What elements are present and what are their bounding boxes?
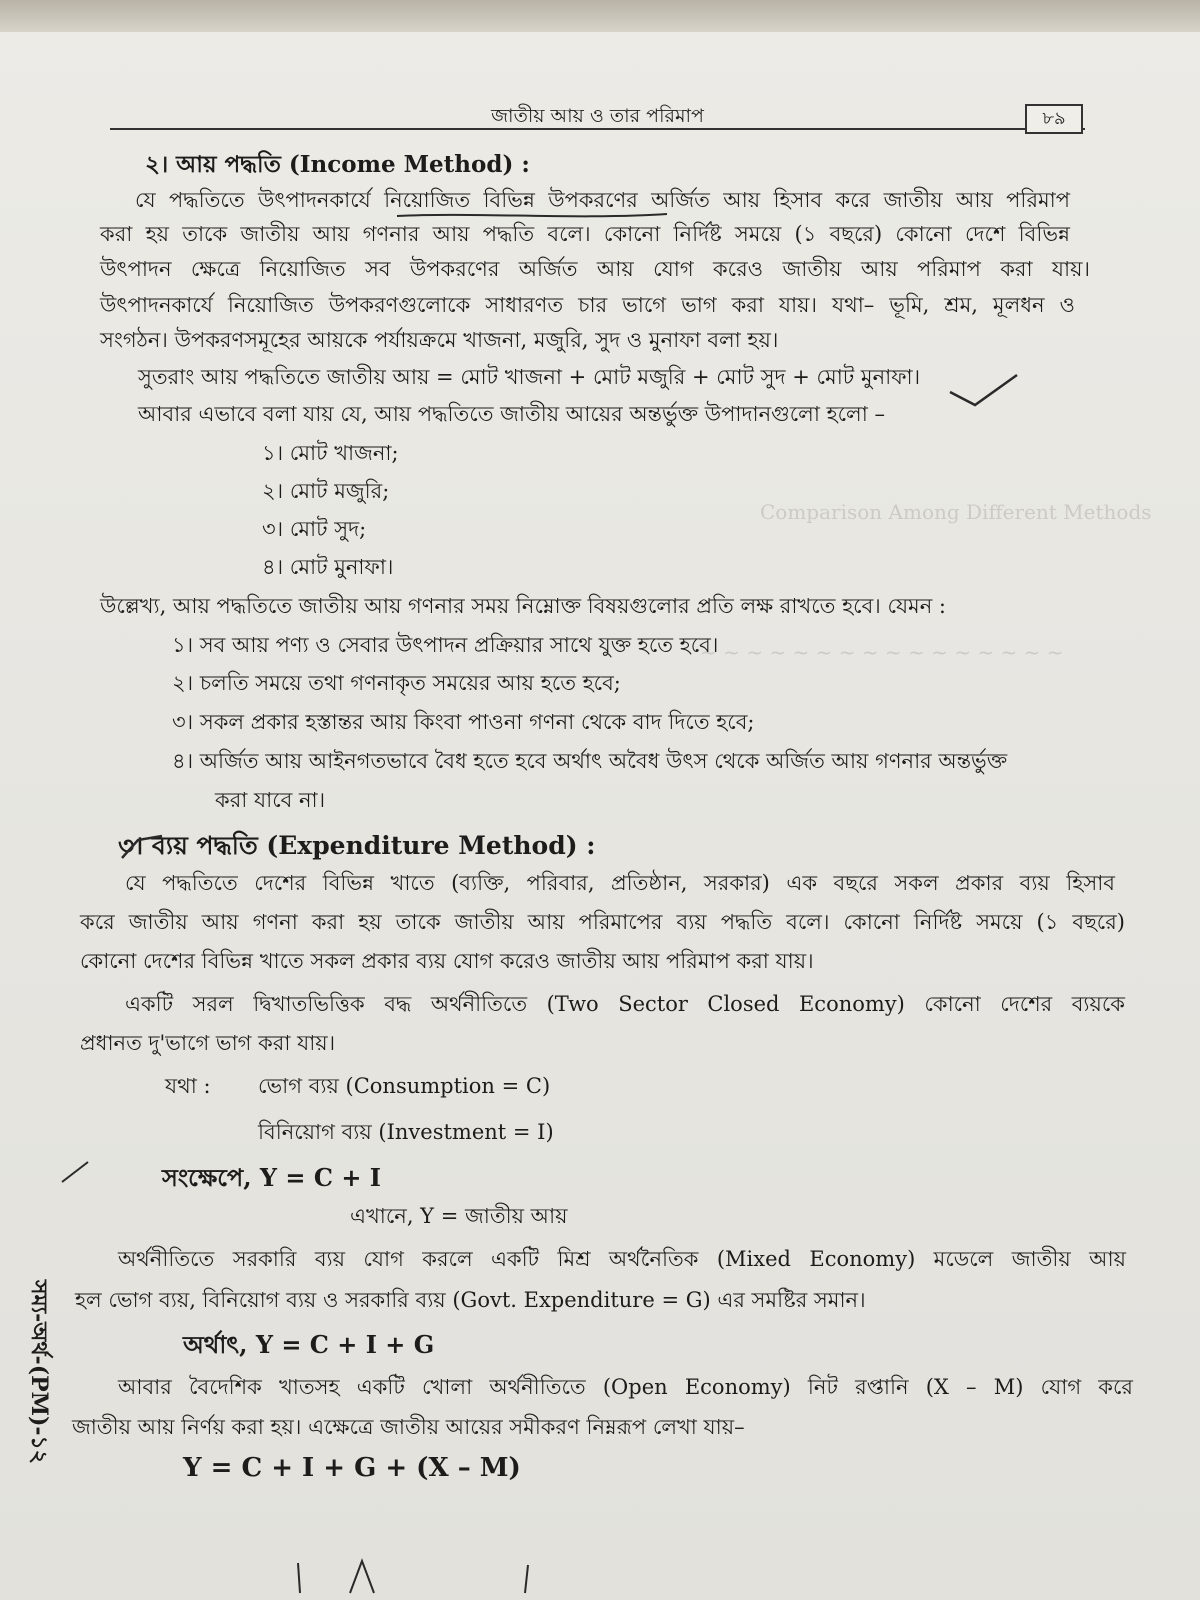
page-number: ৮৯ (1025, 104, 1083, 134)
example-label: যথা : (165, 1074, 211, 1098)
component-item: ৩। মোট সুদ; (262, 517, 367, 541)
consumption-item: ভোগ ব্যয় (Consumption = C) (258, 1074, 551, 1098)
component-item: ১। মোট খাজনা; (262, 441, 399, 465)
pen-scribble (280, 1555, 580, 1595)
investment-item: বিনিয়োগ ব্যয় (Investment = I) (258, 1120, 554, 1144)
income-formula: সুতরাং আয় পদ্ধতিতে জাতীয় আয় = মোট খাজনা + মোট মজুরি + মোট সুদ + মোট মুনাফা। (138, 365, 921, 389)
paragraph-line: জাতীয় আয় নির্ণয় করা হয়। এক্ষেত্রে জাতীয় আয়ের সমীকরণ নিম্নরূপ লেখা যায়– (72, 1415, 745, 1439)
paragraph-line: আবার বৈদেশিক খাতসহ একটি খোলা অর্থনীতিতে (Open Economy) নিট রপ্তানি (X – M) যোগ করে (118, 1375, 1133, 1399)
bleed-through-text: ~ ~ ~ ~ ~ ~ ~ ~ ~ ~ ~ ~ ~ ~ ~ ~ (700, 640, 1064, 664)
component-item: ৪। মোট মুনাফা। (262, 555, 394, 579)
open-economy-equation: Y = C + I + G + (X – M) (183, 1453, 521, 1483)
underline-mark (395, 204, 670, 224)
paragraph-line: হল ভোগ ব্যয়, বিনিয়োগ ব্যয় ও সরকারি ব্যয় (Govt. Expenditure = G) এর সমষ্টির সমান। (75, 1288, 866, 1312)
running-header (110, 98, 1085, 130)
margin-label: সম্য-অর্থ-(PM)-১২ (26, 1280, 52, 1465)
note-item: ১। সব আয় পণ্য ও সেবার উৎপাদন প্রক্রিয়ার সাথে যুক্ত হতে হবে। (172, 633, 719, 657)
note-item: ৩। সকল প্রকার হস্তান্তর আয় কিংবা পাওনা গণনা থেকে বাদ দিতে হবে; (172, 710, 755, 734)
paragraph-line: একটি সরল দ্বিখাতভিত্তিক বদ্ধ অর্থনীতিতে (Two Sector Closed Economy) কোনো দেশের ব্যয়কে (125, 992, 1125, 1016)
paragraph-line: অর্থনীতিতে সরকারি ব্যয় যোগ করলে একটি মিশ্র অর্থনৈতিক (Mixed Economy) মডেলে জাতীয় আয় (118, 1247, 1126, 1271)
paragraph-line: যে পদ্ধতিতে উৎপাদনকার্যে নিয়োজিত বিভিন্ন উপকরণের অর্জিত আয় হিসাব করে জাতীয় আয় পরিমাপ (135, 188, 1070, 212)
paragraph-line: যে পদ্ধতিতে দেশের বিভিন্ন খাতে (ব্যক্তি, পরিবার, প্রতিষ্ঠান, সরকার) এক বছরে সকল প্রকার ব্যয় হিসাব (125, 871, 1115, 895)
running-title: জাতীয় আয় ও তার পরিমাপ (491, 105, 704, 127)
bleed-through-text: Comparison Among Different Methods (760, 500, 1152, 524)
note-item: ২। চলতি সময়ে তথা গণনাকৃত সময়ের আয় হতে হবে; (172, 671, 621, 695)
paragraph-line: প্রধানত দু'ভাগে ভাগ করা যায়। (80, 1031, 336, 1055)
note-intro: উল্লেখ্য, আয় পদ্ধতিতে জাতীয় আয় গণনার সময় নিম্নোক্ত বিষয়গুলোর প্রতি লক্ষ রাখতে হবে। যেমন : (100, 594, 947, 618)
paragraph-line: উৎপাদনকার্যে নিয়োজিত উপকরণগুলোকে সাধারণত চার ভাগে ভাগ করা যায়। যথা– ভূমি, শ্রম, মূলধন ও (100, 293, 1075, 317)
paragraph-line: উৎপাদন ক্ষেত্রে নিয়োজিত সব উপকরণের অর্জিত আয় যোগ করেও জাতীয় আয় পরিমাপ করা যায়। (100, 257, 1090, 281)
component-item: ২। মোট মজুরি; (262, 479, 390, 503)
note-item: করা যাবে না। (215, 788, 326, 812)
equation-where: এখানে, Y = জাতীয় আয় (350, 1204, 568, 1228)
income-method-heading: ২। আয় পদ্ধতি (Income Method) : (145, 151, 530, 178)
paragraph-line: করা হয় তাকে জাতীয় আয় গণনার আয় পদ্ধতি বলে। কোনো নির্দিষ্ট সময়ে (১ বছরে) কোনো দেশে বিভিন্ন (100, 222, 1070, 246)
paragraph-line: করে জাতীয় আয় গণনা করা হয় তাকে জাতীয় আয় পরিমাপের ব্যয় পদ্ধতি বলে। কোনো নির্দিষ্ট সময়ে (১ বছরে) (80, 910, 1125, 934)
mixed-economy-equation: অর্থাৎ, Y = C + I + G (183, 1330, 435, 1359)
note-item: ৪। অর্জিত আয় আইনগতভাবে বৈধ হতে হবে অর্থাৎ অবৈধ উৎস থেকে অর্জিত আয় গণনার অন্তর্ভুক্ত (172, 749, 1008, 773)
tick-mark (945, 370, 1025, 410)
two-sector-equation: সংক্ষেপে, Y = C + I (162, 1163, 382, 1192)
pen-scribble (58, 1158, 98, 1188)
expenditure-method-heading: ৩। ব্যয় পদ্ধতি (Expenditure Method) : (118, 831, 596, 860)
paragraph-line: কোনো দেশের বিভিন্ন খাতে সকল প্রকার ব্যয় যোগ করেও জাতীয় আয় পরিমাপ করা যায়। (80, 949, 814, 973)
paragraph-line: সংগঠন। উপকরণসমূহের আয়কে পর্যায়ক্রমে খাজনা, মজুরি, সুদ ও মুনাফা বলা হয়। (100, 328, 779, 352)
pen-scribble (118, 834, 168, 864)
components-intro: আবার এভাবে বলা যায় যে, আয় পদ্ধতিতে জাতীয় আয়ের অন্তর্ভুক্ত উপাদানগুলো হলো – (138, 402, 885, 426)
page-top-shadow (0, 0, 1200, 32)
